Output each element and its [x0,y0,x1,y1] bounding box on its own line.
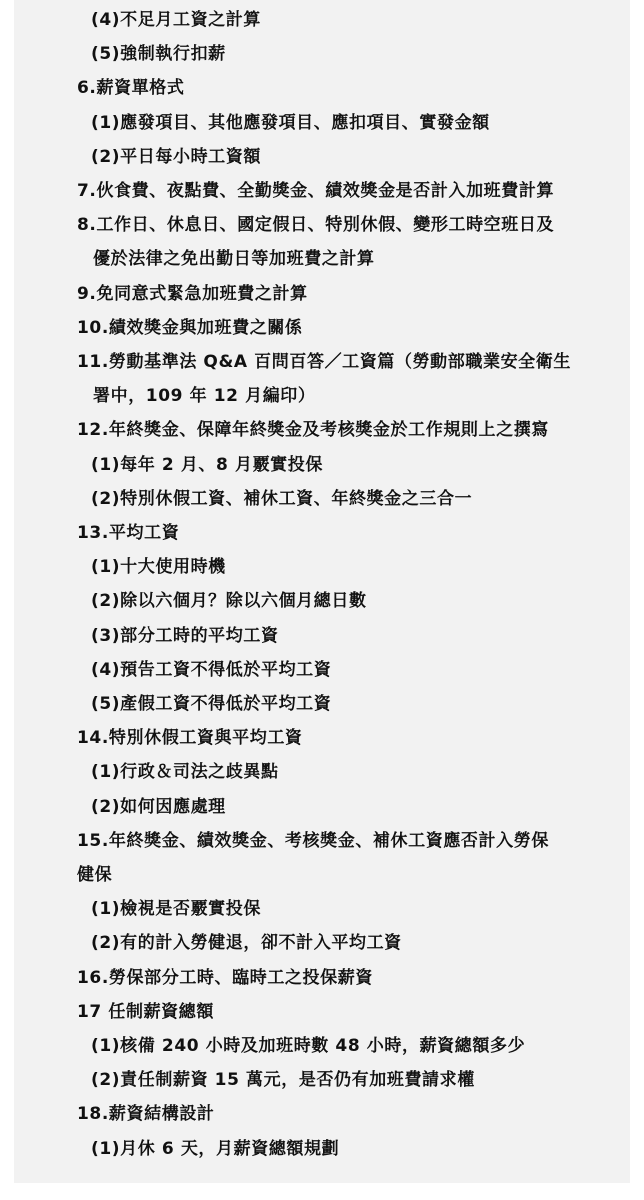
outline-subitem: (2)如何因應處理 [91,796,226,817]
outline-heading: 6.薪資單格式 [77,78,185,99]
outline-heading: 12.年終獎金、保障年終獎金及考核獎金於工作規則上之撰寫 [77,420,549,441]
outline-heading: 10.績效獎金與加班費之關係 [77,317,303,338]
document-panel [14,0,630,1183]
outline-subitem: (2)平日每小時工資額 [91,146,261,167]
outline-subitem: (1)核備 240 小時及加班時數 48 小時，薪資總額多少 [91,1036,526,1056]
outline-heading: 14.特別休假工資與平均工資 [77,728,303,749]
outline-heading: 11.勞動基準法 Q&A 百問百答／工資篇（勞動部職業安全衛生 [77,352,571,372]
outline-continuation: 署中，109 年 12 月編印） [93,386,316,407]
outline-heading: 9.免同意式緊急加班費之計算 [77,283,308,304]
outline-heading: 18.薪資結構設計 [77,1104,215,1125]
outline-heading: 8.工作日、休息日、國定假日、特別休假、變形工時空班日及 [77,215,555,236]
outline-heading: 健保 [77,865,113,885]
outline-subitem: (4)不足月工資之計算 [91,10,261,30]
outline-subitem: (1)應發項目、其他應發項目、應扣項目、實發金額 [91,112,490,133]
outline-heading: 16.勞保部分工時、臨時工之投保薪資 [77,967,373,988]
outline-subitem: (2)特別休假工資、補休工資、年終獎金之三合一 [91,488,473,509]
outline-heading: 17 任制薪資總額 [77,1001,214,1022]
outline-heading: 13.平均工資 [77,523,180,543]
outline-subitem: (1)每年 2 月、8 月覈實投保 [91,454,323,475]
outline-subitem: (5)產假工資不得低於平均工資 [91,694,332,714]
outline-subitem: (1)檢視是否覈實投保 [91,899,261,920]
outline-subitem: (2)責任制薪資 15 萬元，是否仍有加班費請求權 [91,1070,475,1091]
outline-continuation: 優於法律之免出勤日等加班費之計算 [93,249,375,270]
outline-subitem: (4)預告工資不得低於平均工資 [91,659,332,680]
outline-subitem: (5)強制執行扣薪 [91,44,226,65]
outline-subitem: (2)有的計入勞健退，卻不計入平均工資 [91,933,402,954]
outline-heading: 7.伙食費、夜點費、全勤獎金、績效獎金是否計入加班費計算 [77,181,555,201]
outline-subitem: (3)部分工時的平均工資 [91,625,279,646]
outline-heading: 15.年終獎金、績效獎金、考核獎金、補休工資應否計入勞保 [77,830,549,851]
outline-subitem: (1)月休 6 天，月薪資總額規劃 [91,1138,340,1159]
outline-subitem: (1)十大使用時機 [91,557,226,578]
outline-subitem: (1)行政＆司法之歧異點 [91,762,279,783]
outline-subitem: (2)除以六個月？除以六個月總日數 [91,591,367,612]
